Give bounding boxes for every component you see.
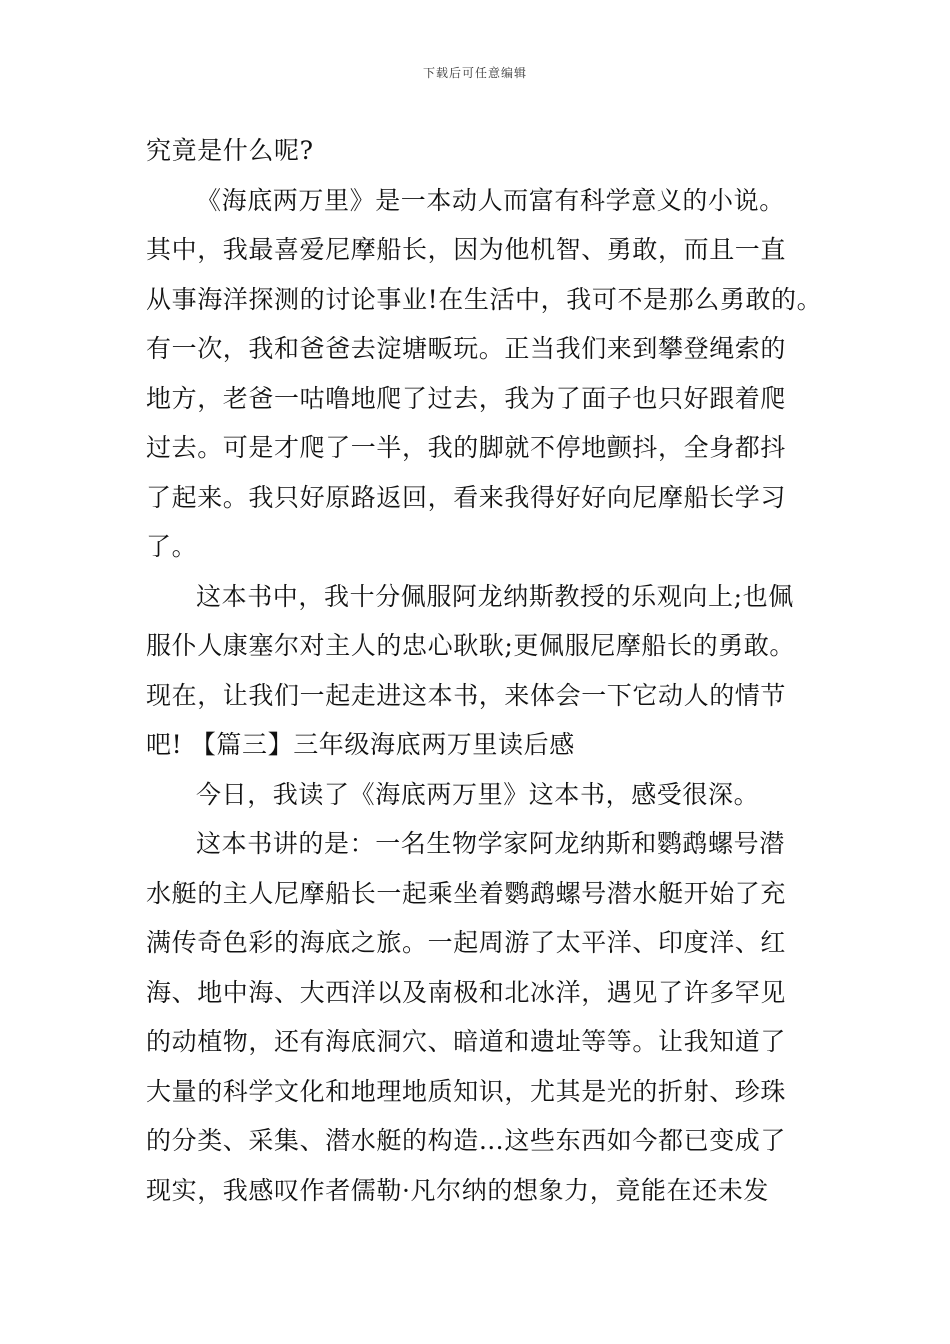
text-line: 的分类、采集、潜水艇的构造…这些东西如今都已变成了 bbox=[146, 1126, 787, 1155]
text-line: 吧! 【篇三】三年级海底两万里读后感 bbox=[146, 730, 575, 759]
text-line: 的动植物，还有海底洞穴、暗道和遗址等等。让我知道了 bbox=[146, 1027, 787, 1056]
text-line: 满传奇色彩的海底之旅。一起周游了太平洋、印度洋、红 bbox=[146, 928, 787, 957]
text-line: 了。 bbox=[146, 532, 198, 561]
text-line: 有一次，我和爸爸去淀塘畈玩。正当我们来到攀登绳索的 bbox=[146, 334, 787, 363]
text-line: 现在，让我们一起走进这本书，来体会一下它动人的情节 bbox=[146, 680, 787, 710]
text-line: 过去。可是才爬了一半，我的脚就不停地颤抖，全身都抖 bbox=[146, 433, 787, 462]
text-line: 究竟是什么呢? bbox=[146, 136, 314, 165]
text-line: 海、地中海、大西洋以及南极和北冰洋，遇见了许多罕见 bbox=[146, 977, 787, 1007]
text-line: 大量的科学文化和地理地质知识，尤其是光的折射、珍珠 bbox=[146, 1076, 787, 1106]
page-header-note: 下载后可任意编辑 bbox=[422, 66, 527, 80]
text-line: 服仆人康塞尔对主人的忠心耿耿;更佩服尼摩船长的勇敢。 bbox=[146, 631, 796, 660]
text-line: 这本书中，我十分佩服阿龙纳斯教授的乐观向上;也佩 bbox=[196, 581, 794, 611]
text-line: 了起来。我只好原路返回，看来我得好好向尼摩船长学习 bbox=[146, 482, 787, 512]
document-body bbox=[146, 126, 826, 1215]
text-line: 其中，我最喜爱尼摩船长，因为他机智、勇敢，而且一直 bbox=[146, 235, 787, 264]
text-line: 地方，老爸一咕噜地爬了过去，我为了面子也只好跟着爬 bbox=[146, 383, 787, 413]
text-line: 从事海洋探测的讨论事业!在生活中，我可不是那么勇敢的。 bbox=[146, 284, 823, 314]
text-line: 水艇的主人尼摩船长一起乘坐着鹦鹉螺号潜水艇开始了充 bbox=[146, 878, 787, 908]
text-line: 这本书讲的是：一名生物学家阿龙纳斯和鹦鹉螺号潜 bbox=[196, 829, 785, 858]
text-line: 《海底两万里》是一本动人而富有科学意义的小说。 bbox=[196, 185, 785, 215]
text-line: 现实，我感叹作者儒勒·凡尔纳的想象力，竟能在还未发 bbox=[146, 1175, 769, 1205]
text-line: 今日，我读了《海底两万里》这本书，感受很深。 bbox=[196, 779, 760, 809]
